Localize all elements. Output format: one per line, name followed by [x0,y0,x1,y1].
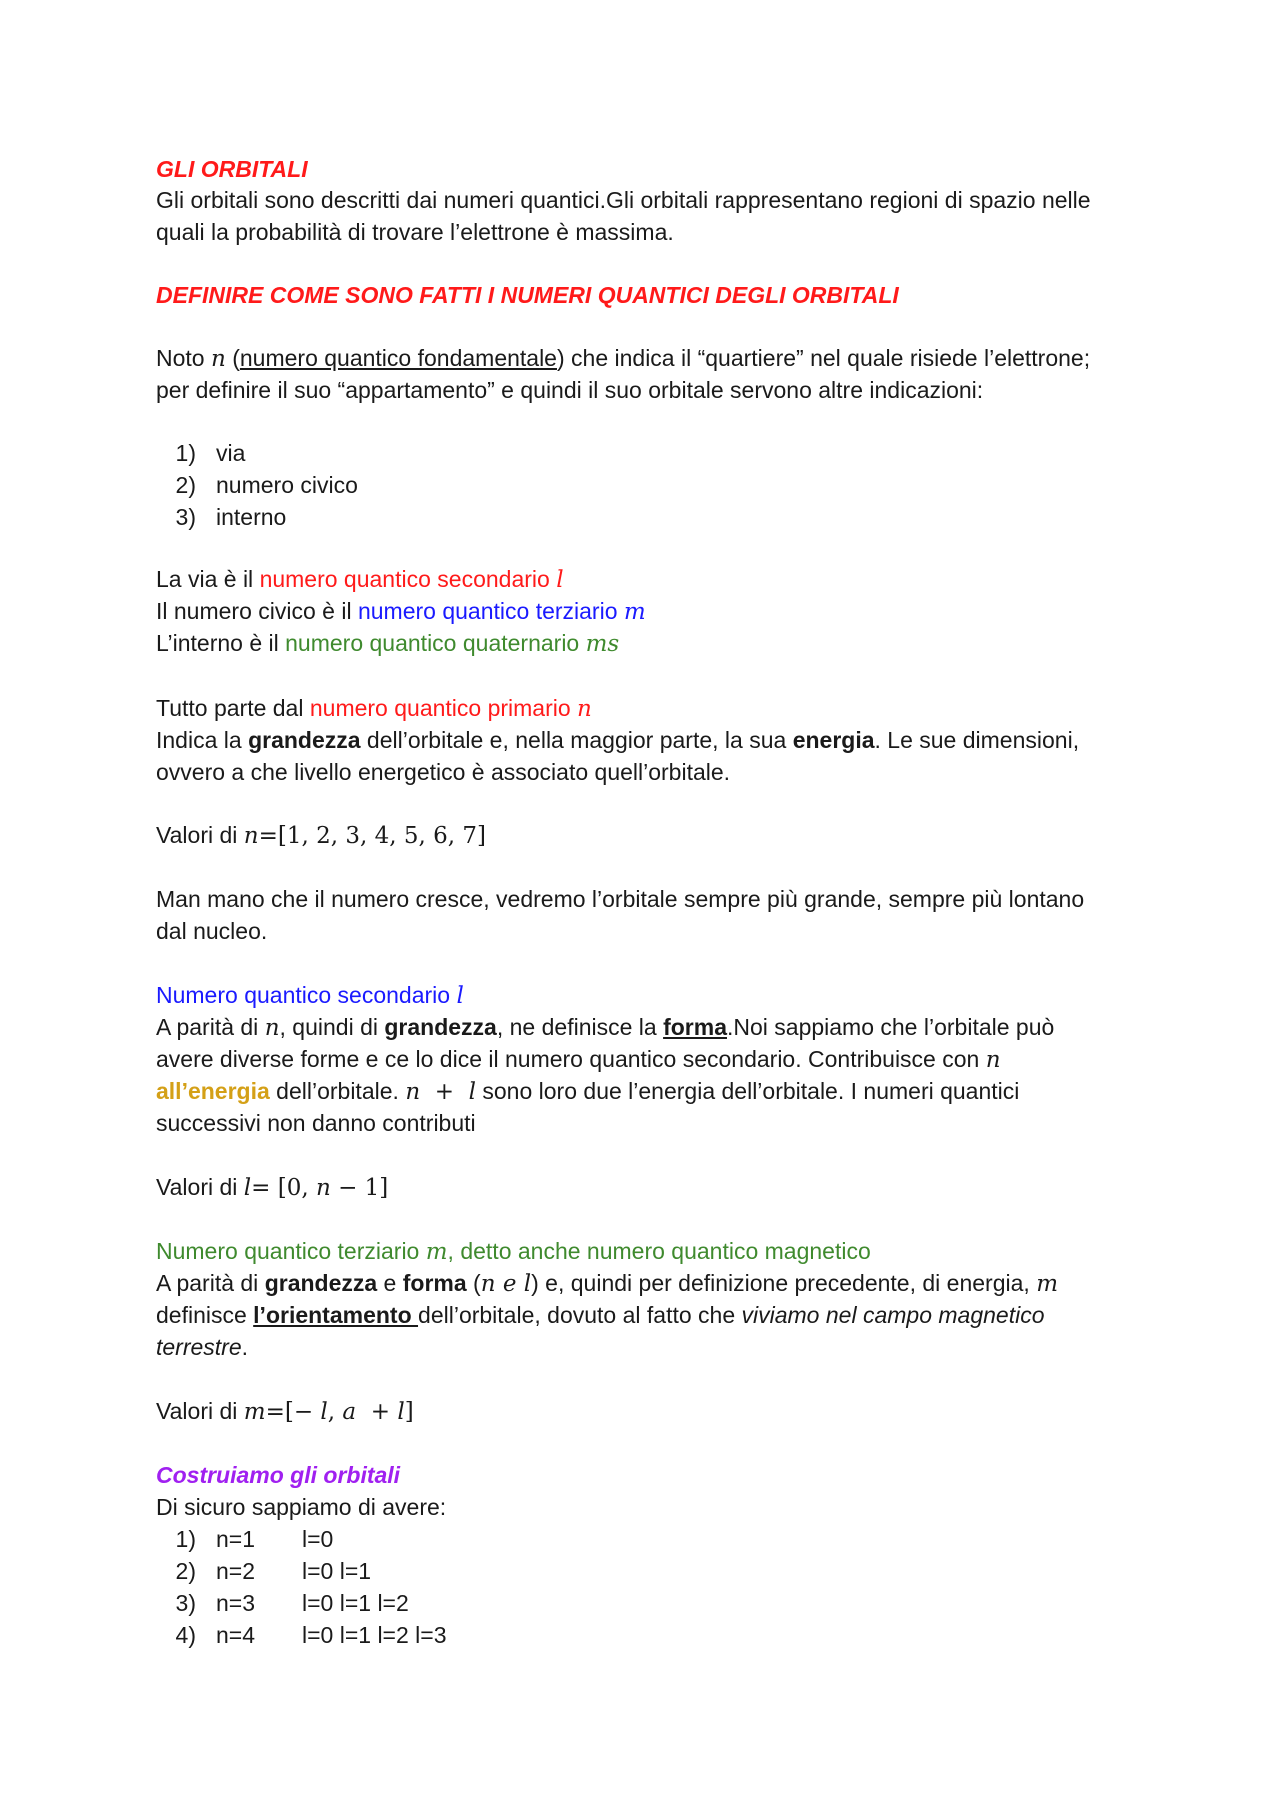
list-number: 2) [175,1558,196,1584]
paragraph-line: Man mano che il numero cresce, vedremo l’orbitale sempre più grande, sempre più lontano [156,886,1085,912]
math-expr: n e l [480,1271,532,1297]
math-var: m [243,1399,266,1425]
heading-gli-orbitali: GLI ORBITALI [156,156,308,182]
text: L’interno è il [156,630,286,656]
math-expr: , [327,1399,343,1425]
paragraph-line: per definire il suo “appartamento” e quindi il suo orbitale servono altre indicazioni: [156,377,984,403]
text: ) che indica il “quartiere” nel quale risiede l’elettrone; [556,345,1091,371]
text: Valori di [156,1398,244,1424]
bold-term: forma [402,1270,467,1296]
paragraph-line: ovvero a che livello energetico è associato quell’orbitale. [156,759,731,785]
bold-term: grandezza [264,1270,378,1296]
colored-term: numero quantico terziario [357,598,624,624]
list-number: 3) [175,504,196,530]
paragraph-line: successivi non danno contributi [156,1110,476,1136]
list-item [156,439,245,467]
text: . [241,1334,249,1360]
text: La via è il [156,566,260,592]
paragraph-line [156,1333,248,1361]
math-var: l [243,1175,252,1201]
subheading-terziario [156,1237,871,1266]
heading-definire: DEFINIRE COME SONO FATTI I NUMERI QUANTICI DEGLI ORBITALI [156,282,899,308]
text: dell’orbitale, dovuto al fatto che [418,1302,742,1328]
math-var: n [985,1047,1001,1073]
math-var: ms [585,631,620,657]
heading-costruiamo: Costruiamo gli orbitali [156,1462,401,1488]
math-var: l [456,983,464,1009]
list-number: 1) [175,440,196,466]
text: avere diverse forme e ce lo dice il numero quantico secondario. Contribuisce con [156,1046,986,1072]
list-number: 2) [175,472,196,498]
text: definisce [156,1302,254,1328]
bold-underlined-term: l’orientamento [253,1302,419,1328]
paragraph-line [156,726,1079,754]
list-n-value: n=2 [216,1558,256,1584]
paragraph-line [156,1045,1001,1074]
math-expr: n + l [405,1079,476,1105]
paragraph-line [156,344,1090,373]
text: Valori di [156,822,244,848]
paragraph-line: Gli orbitali sono descritti dai numeri quantici.Gli orbitali rappresentano regioni di spazio nelle [156,187,1091,213]
italic-text: terrestre [156,1334,242,1360]
list-l-values: l=0 [302,1526,334,1552]
paragraph-line: quali la probabilità di trovare l’elettrone è massima. [156,219,674,245]
paragraph-line: Di sicuro sappiamo di avere: [156,1494,447,1520]
text: sono loro due l’energia dell’orbitale. I numeri quantici [476,1078,1020,1104]
subheading-secondario [156,981,464,1010]
text: , detto anche numero quantico magnetico [447,1238,871,1264]
text: ) e, quindi per definizione precedente, di energia, [531,1270,1037,1296]
math-var: l [320,1399,328,1425]
italic-text: viviamo nel campo magnetico [741,1302,1045,1328]
list-number: 3) [175,1590,196,1616]
text: Indica la [156,727,249,753]
text: ( [225,345,240,371]
text: , ne definisce la [496,1014,664,1040]
list-item [156,1621,447,1649]
colored-term: numero quantico primario [309,695,578,721]
list-item [156,503,286,531]
bold-term: grandezza [248,727,361,753]
math-var: m [1036,1271,1058,1297]
text: A parità di [156,1014,265,1040]
paragraph-line [156,1269,1058,1298]
text: .Noi sappiamo che l’orbitale può [726,1014,1055,1040]
paragraph-line [156,1013,1054,1042]
values-line [156,1397,414,1426]
bold-term: grandezza [384,1014,497,1040]
list-text: numero civico [216,472,358,498]
list-item [156,471,358,499]
list-item [156,1557,371,1585]
text: Tutto parte dal [156,695,310,721]
list-n-value: n=3 [216,1590,256,1616]
paragraph-line [156,629,619,658]
text: A parità di [156,1270,265,1296]
math-var: a [342,1399,357,1425]
text: Il numero civico è il [156,598,358,624]
paragraph-line [156,694,592,723]
math-expr: − 1] [330,1175,389,1201]
list-n-value: n=1 [216,1526,256,1552]
math-var: n [210,346,226,372]
list-number: 1) [175,1526,196,1552]
values-line [156,821,486,850]
text: Noto [156,345,211,371]
text: Numero quantico secondario [156,982,457,1008]
text: Numero quantico terziario [156,1238,426,1264]
math-var: n [577,696,592,722]
bold-underlined-term: forma [663,1014,727,1040]
paragraph-line [156,565,564,594]
list-text: via [216,440,246,466]
math-expr: + [356,1399,398,1425]
math-var: l [397,1399,405,1425]
list-n-value: n=4 [216,1622,256,1648]
values-line [156,1173,388,1202]
math-var: n [264,1015,280,1041]
list-l-values: l=0 l=1 l=2 l=3 [302,1622,447,1648]
text: dell’orbitale. [269,1078,406,1104]
text: ( [466,1270,481,1296]
colored-term: numero quantico quaternario [285,630,586,656]
math-var: l [556,567,564,593]
list-item [156,1589,409,1617]
text: dell’orbitale e, nella maggior parte, la sua [360,727,793,753]
text: , quindi di [279,1014,385,1040]
paragraph-line [156,1301,1045,1329]
math-expr: = [0, [251,1175,316,1201]
underlined-term: numero quantico fondamentale [239,345,557,371]
list-l-values: l=0 l=1 l=2 [302,1590,409,1616]
math-expr: =[1, 2, 3, 4, 5, 6, 7] [258,823,486,849]
list-l-values: l=0 l=1 [302,1558,372,1584]
math-var: n [243,823,259,849]
math-var: m [623,599,646,625]
colored-term: numero quantico secondario [259,566,557,592]
math-expr: ] [404,1399,414,1425]
paragraph-line [156,597,646,626]
math-expr: =[− [265,1399,321,1425]
list-item [156,1525,333,1553]
math-var: m [425,1239,448,1265]
list-number: 4) [175,1622,196,1648]
paragraph-line [156,1077,1019,1106]
list-text: interno [216,504,287,530]
bold-term: energia [792,727,875,753]
text: e [377,1270,403,1296]
math-var: n [315,1175,331,1201]
text: . Le sue dimensioni, [874,727,1080,753]
paragraph-line: dal nucleo. [156,918,268,944]
highlighted-term: all’energia [156,1078,270,1104]
text: Valori di [156,1174,244,1200]
